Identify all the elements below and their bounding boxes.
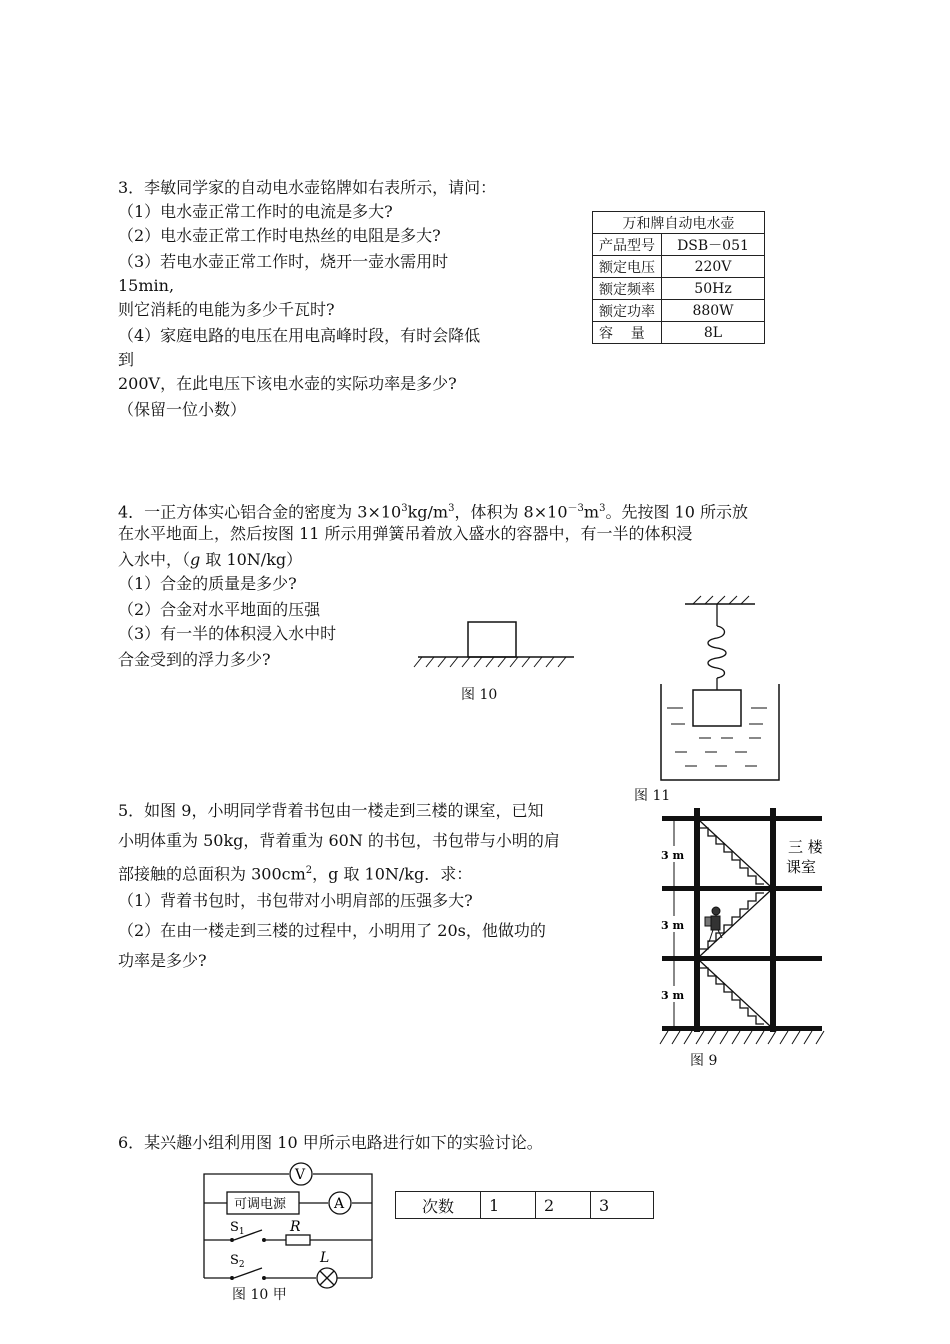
q4-text: 。先按图 10 所示放: [605, 502, 748, 522]
nameplate-title: 万和牌自动电水壶: [593, 212, 765, 234]
q4-sup: 3: [599, 503, 606, 514]
nameplate-label: 额定电压: [593, 256, 662, 278]
q5-part2a: （2）在由一楼走到三楼的过程中，小明用了 20s，他做功的: [118, 921, 546, 940]
q3-part1: （1）电水壶正常工作时的电流是多大?: [118, 202, 393, 221]
circuit-diagram: [200, 1158, 380, 1283]
q4-sup: 3: [448, 503, 455, 514]
switch-s2-label: [230, 1253, 245, 1270]
nameplate-label: 产品型号: [593, 234, 662, 256]
q3-part4b: 到: [118, 350, 135, 369]
q3-part4d: （保留一位小数）: [118, 400, 247, 419]
nameplate-value: 880W: [662, 300, 765, 322]
nameplate-label: 额定频率: [593, 278, 662, 300]
resistor-label: R: [290, 1219, 301, 1235]
q4-text: ，体积为 8×10: [454, 502, 568, 522]
switch-s1-label: [230, 1220, 245, 1237]
q5-part2b: 功率是多少?: [118, 951, 207, 970]
q5-line1: 5．如图 9，小明同学背着书包由一楼走到三楼的课室，已知: [118, 801, 544, 820]
q4-sup: －3: [567, 503, 584, 514]
fig11-spring-diagram: [655, 592, 785, 792]
nameplate-row: [593, 256, 765, 278]
floor-height-label: 3 m: [661, 989, 685, 1002]
q3-part3c: 则它消耗的电能为多少千瓦时?: [118, 300, 335, 319]
nameplate-row: [593, 300, 765, 322]
nameplate-row: [593, 322, 765, 344]
trial-count-table: [395, 1191, 654, 1219]
nameplate-label: 容 量: [593, 322, 662, 344]
q4-text: kg/m: [407, 502, 449, 522]
q4-part2: （2）合金对水平地面的压强: [118, 600, 321, 619]
nameplate-value: 50Hz: [662, 278, 765, 300]
nameplate-value: DSB－051: [662, 234, 765, 256]
q4-part3a: （3）有一半的体积浸入水中时: [118, 624, 337, 643]
nameplate-table: [592, 211, 765, 344]
fig9-caption: 图 9: [690, 1053, 718, 1069]
q4-g: g: [190, 550, 201, 569]
q6-line1: 6．某兴趣小组利用图 10 甲所示电路进行如下的实验讨论。: [118, 1133, 543, 1152]
q4-text: 4．一正方体实心铝合金的密度为 3×10: [118, 502, 402, 522]
s1-subscript: 1: [238, 1227, 245, 1237]
q4-part1: （1）合金的质量是多少?: [118, 574, 297, 593]
q4-line3: [118, 548, 302, 572]
ammeter-icon: A: [334, 1196, 345, 1212]
q5-sup: 2: [305, 865, 313, 876]
trial-header: 次数: [396, 1192, 481, 1219]
q3-intro: 3．李敏同学家的自动电水壶铭牌如右表所示，请问：: [118, 178, 497, 197]
q5-part1: （1）背着书包时，书包带对小明肩部的压强多大?: [118, 891, 473, 910]
third-floor-label: 三 楼: [788, 838, 823, 856]
q4-line1: [118, 497, 748, 524]
q4-text: 入水中，（: [118, 550, 191, 569]
lamp-label: L: [320, 1250, 330, 1266]
q4-part3b: 合金受到的浮力多少?: [118, 650, 271, 669]
s1-letter: S: [230, 1220, 239, 1235]
s2-letter: S: [230, 1253, 239, 1268]
floor-height-label: 3 m: [661, 849, 685, 862]
q4-text: m: [583, 502, 600, 522]
q3-part3b: 15min,: [118, 276, 175, 295]
q5-text: ，g 取 10N/kg．求：: [312, 864, 473, 884]
fig9-stairs-diagram: [660, 808, 830, 1053]
power-source-label: 可调电源: [234, 1197, 287, 1212]
q5-text: 部接触的总面积为 300cm: [118, 864, 306, 884]
trial-cell: 2: [536, 1192, 591, 1219]
trial-cell: 3: [591, 1192, 654, 1219]
q3-part4c: 200V，在此电压下该电水壶的实际功率是多少?: [118, 374, 457, 393]
nameplate-row: [593, 278, 765, 300]
q5-line2: 小明体重为 50kg，背着重为 60N 的书包，书包带与小明的肩: [118, 831, 560, 850]
fig11-caption: 图 11: [634, 788, 671, 804]
q4-line2: 在水平地面上，然后按图 11 所示用弹簧吊着放入盛水的容器中，有一半的体积浸: [118, 524, 693, 543]
voltmeter-icon: V: [295, 1167, 306, 1183]
fig10-block-diagram: [414, 618, 584, 678]
fig10-caption: 图 10: [461, 687, 498, 703]
q3-part3a: （3）若电水壶正常工作时，烧开一壶水需用时: [118, 252, 449, 271]
nameplate-value: 8L: [662, 322, 765, 344]
classroom-label: 课室: [786, 858, 817, 876]
q4-text: 取 10N/kg）: [200, 550, 303, 569]
floor-height-label: 3 m: [661, 919, 685, 932]
circuit-caption: 图 10 甲: [232, 1287, 287, 1303]
q3-part4a: （4）家庭电路的电压在用电高峰时段，有时会降低: [118, 326, 481, 345]
nameplate-value: 220V: [662, 256, 765, 278]
trial-cell: 1: [481, 1192, 536, 1219]
nameplate-label: 额定功率: [593, 300, 662, 322]
q4-sup: 3: [401, 503, 408, 514]
q3-part2: （2）电水壶正常工作时电热丝的电阻是多大?: [118, 226, 441, 245]
q5-line3: [118, 856, 472, 889]
nameplate-row: [593, 234, 765, 256]
s2-subscript: 2: [238, 1260, 245, 1270]
